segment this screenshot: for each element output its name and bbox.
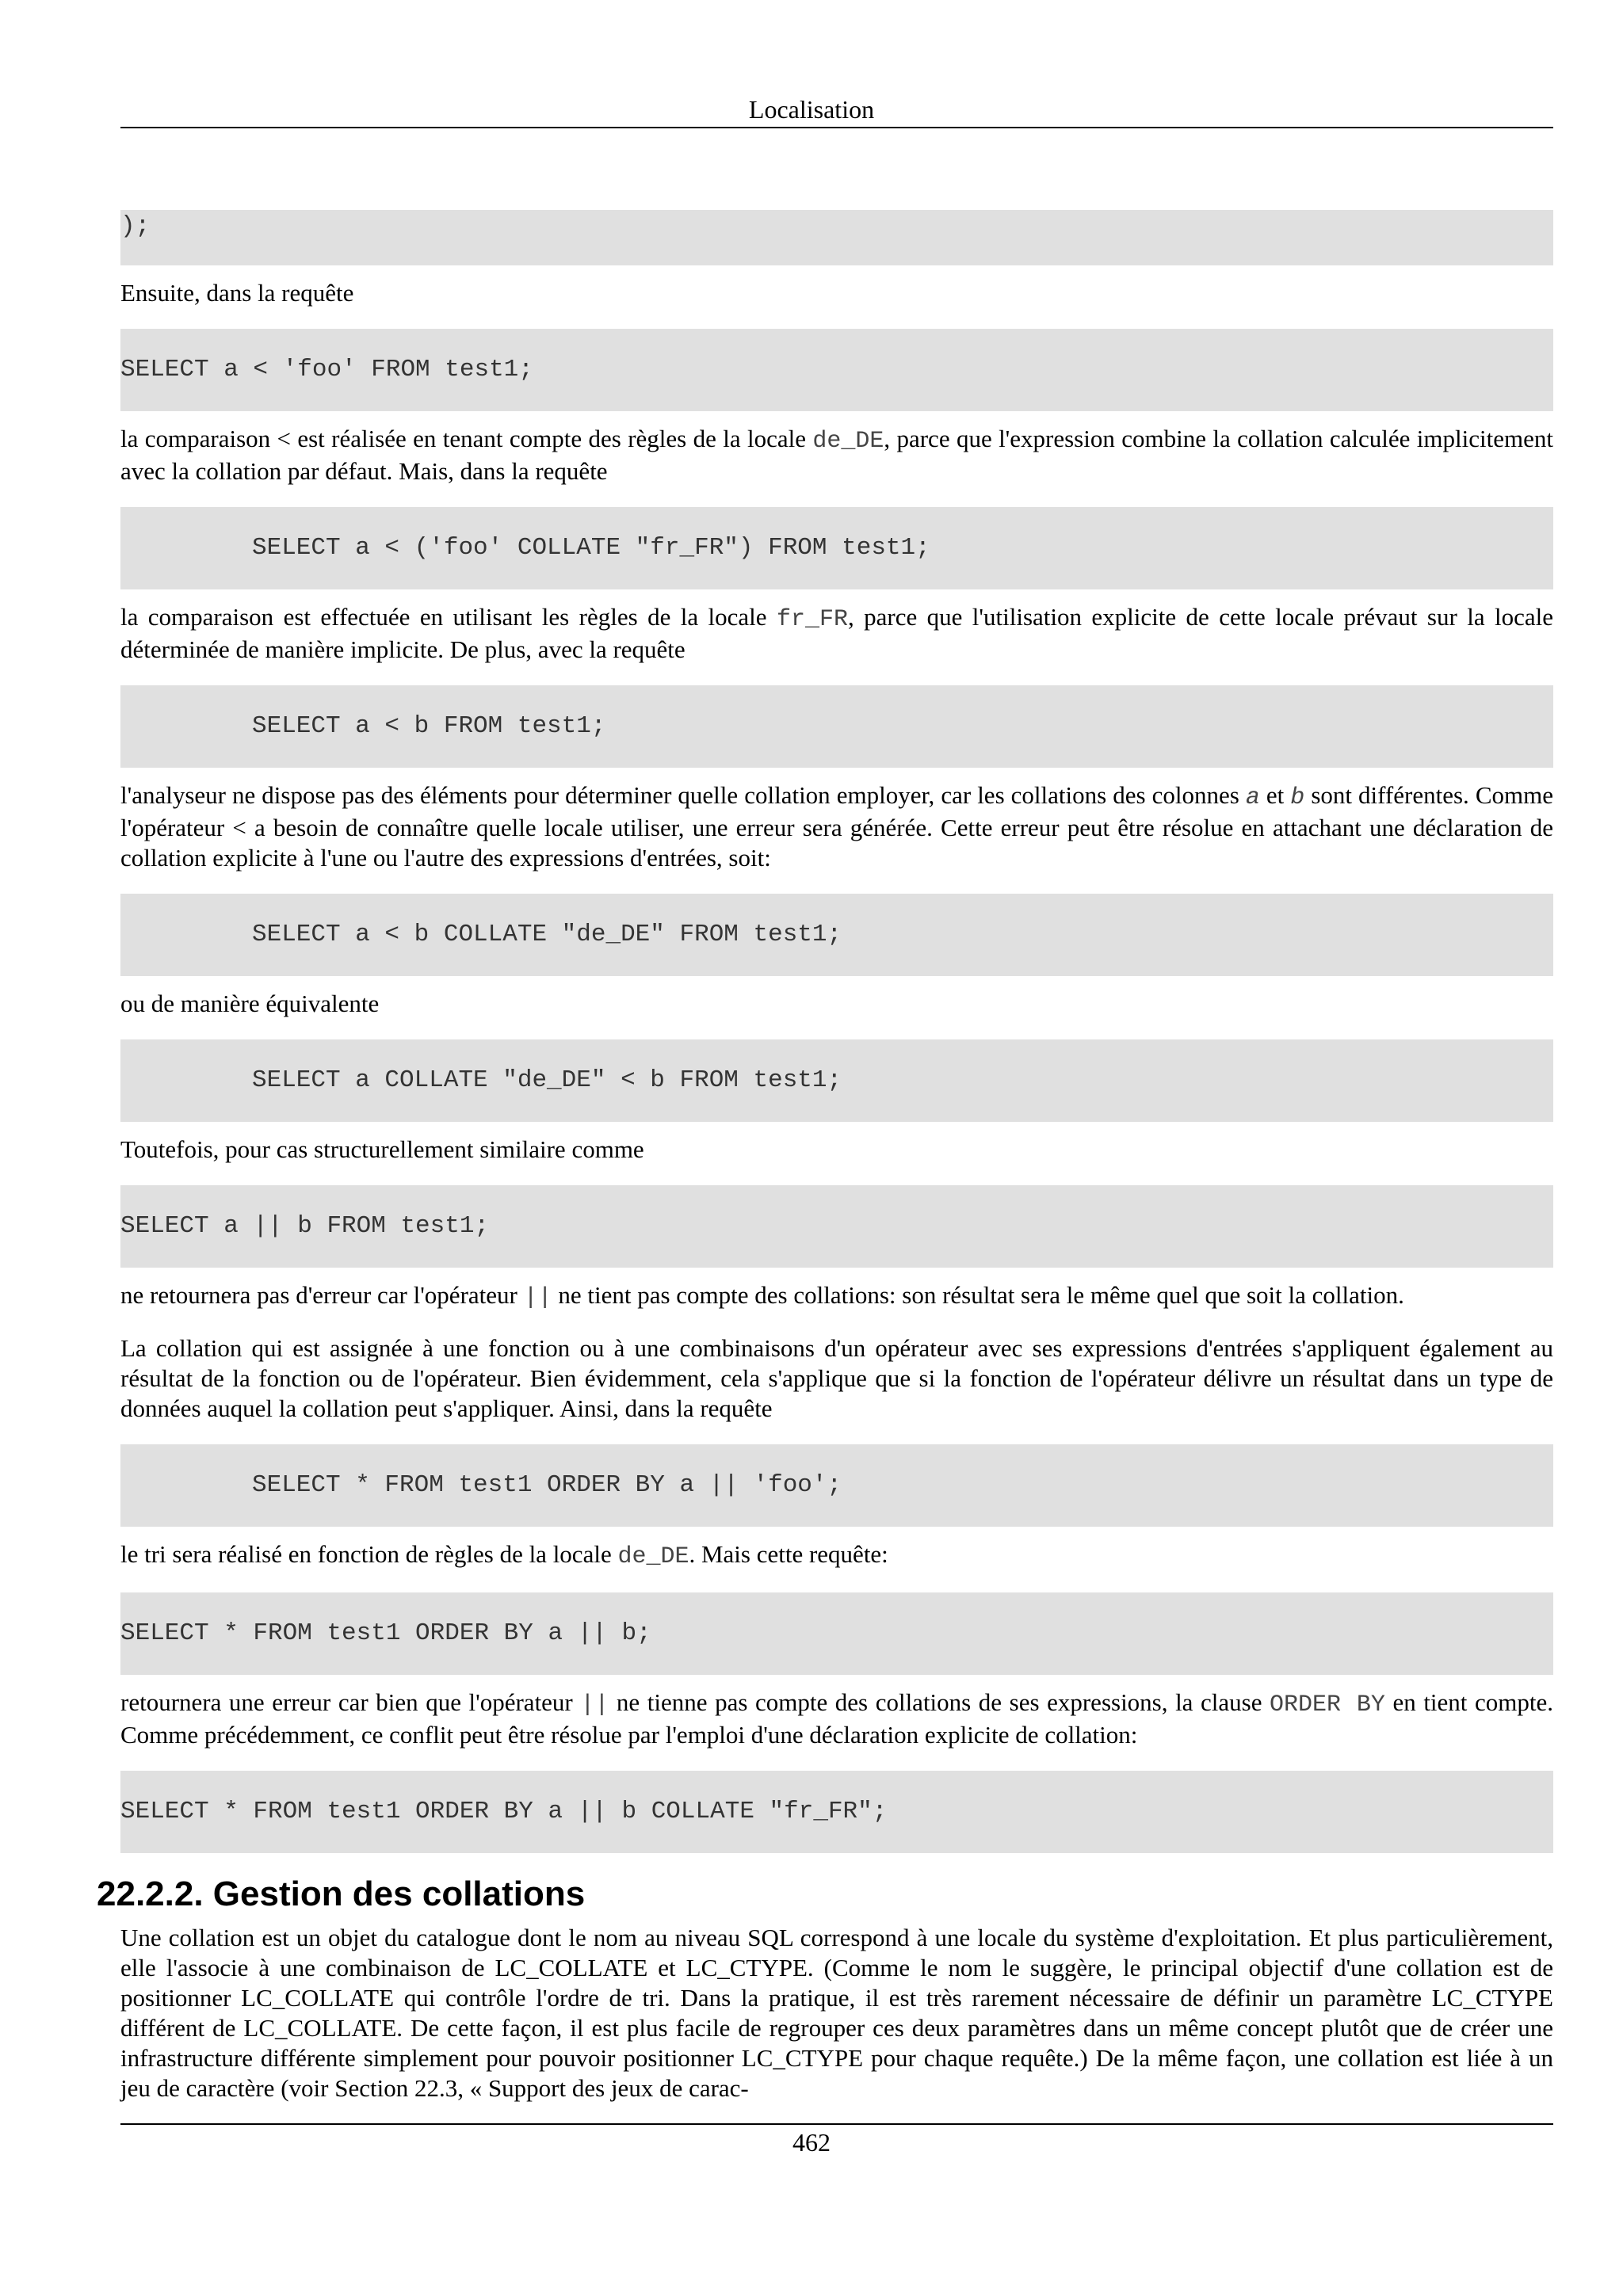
- code-block: SELECT a < ('foo' COLLATE "fr_FR") FROM test1;: [120, 507, 1553, 589]
- paragraph: l'analyseur ne dispose pas des éléments pour déterminer quelle collation employer, car les collations des colonnes a et b sont différentes. Comme l'opérateur < a besoin de connaître quelle locale utiliser, une erreur sera générée. Cette erreur peut être résolue en attachant une déclaration de collation explicite à l'une ou l'autre des expressions d'entrées, soit:: [120, 781, 1553, 871]
- page-body: [97, 210, 1553, 2124]
- inline-code: b: [1290, 784, 1305, 811]
- inline-code: ||: [580, 1691, 609, 1718]
- paragraph: le tri sera réalisé en fonction de règles de la locale de_DE. Mais cette requête:: [120, 1540, 888, 1570]
- code-block: SELECT a COLLATE "de_DE" < b FROM test1;: [120, 1039, 1553, 1122]
- section-heading: 22.2.2. Gestion des collations: [97, 1875, 586, 1913]
- inline-code: ||: [523, 1284, 552, 1311]
- paragraph: ne retournera pas d'erreur car l'opérateur || ne tient pas compte des collations: son résultat sera le même quel que soit la collation.: [120, 1281, 1404, 1311]
- paragraph: la comparaison est effectuée en utilisant les règles de la locale fr_FR, parce que l'utilisation explicite de cette locale prévaut sur la locale déterminée de manière implicite. De plus, avec la requête: [120, 603, 1553, 663]
- code-block: SELECT a || b FROM test1;: [120, 1185, 1553, 1268]
- page-number: 462: [792, 2128, 831, 2157]
- inline-code: de_DE: [812, 428, 884, 455]
- code-block: SELECT a < b COLLATE "de_DE" FROM test1;: [120, 894, 1553, 976]
- code-block: SELECT a < b FROM test1;: [120, 685, 1553, 768]
- paragraph: Ensuite, dans la requête: [120, 279, 354, 307]
- inline-code: fr_FR: [776, 606, 848, 633]
- paragraph: Une collation est un objet du catalogue dont le nom au niveau SQL correspond à une locale du système d'exploitation. Et plus particulièrement, elle l'associe à une combinaison de LC_COLLATE et LC_CTYPE. (Comme le nom le suggère, le principal objectif d'une collation est de positionner LC_COLLATE qui contrôle l'ordre de tri. Dans la pratique, il est très rarement nécessaire de définir un paramètre LC_CTYPE différent de LC_COLLATE. De cette façon, il est plus facile de regrouper ces deux paramètres dans un même concept plutôt que de créer une infrastructure différente simplement pour pouvoir positionner LC_CTYPE pour chaque requête.) De la même façon, une collation est liée à un jeu de caractère (voir Section 22.3, « Support des jeux de carac-: [120, 1924, 1553, 2102]
- inline-code: ORDER BY: [1270, 1691, 1385, 1718]
- code-block: SELECT * FROM test1 ORDER BY a || b COLLATE "fr_FR";: [120, 1771, 1553, 1853]
- paragraph: retournera une erreur car bien que l'opérateur || ne tienne pas compte des collations de ses expressions, la clause ORDER BY en tient compte. Comme précédemment, ce conflit peut être résolue par l'emploi d'une déclaration explicite de collation:: [120, 1688, 1553, 1749]
- code-block: SELECT a < 'foo' FROM test1;: [120, 329, 1553, 411]
- running-header-title: Localisation: [748, 95, 875, 124]
- paragraph: ou de manière équivalente: [120, 990, 380, 1017]
- footer-rule: [120, 2123, 1553, 2125]
- paragraph: La collation qui est assignée à une fonction ou à une combinaisons d'un opérateur avec ses expressions d'entrées s'appliquent également au résultat de la fonction ou de l'opérateur. Bien évidemment, cela s'applique que si la fonction de l'opérateur délivre un résultat dans un type de données auquel la collation peut s'appliquer. Ainsi, dans la requête: [120, 1334, 1553, 1422]
- inline-code: a: [1245, 784, 1260, 811]
- code-block: SELECT * FROM test1 ORDER BY a || 'foo';: [120, 1444, 1553, 1527]
- paragraph: la comparaison < est réalisée en tenant compte des règles de la locale de_DE, parce que l'expression combine la collation calculée implicitement avec la collation par défaut. Mais, dans la requête: [120, 425, 1553, 485]
- code-block: SELECT * FROM test1 ORDER BY a || b;: [120, 1592, 1553, 1675]
- header-rule: [120, 127, 1553, 128]
- paragraph: Toutefois, pour cas structurellement similaire comme: [120, 1135, 644, 1163]
- inline-code: de_DE: [617, 1543, 689, 1570]
- code-block: );: [120, 210, 1553, 265]
